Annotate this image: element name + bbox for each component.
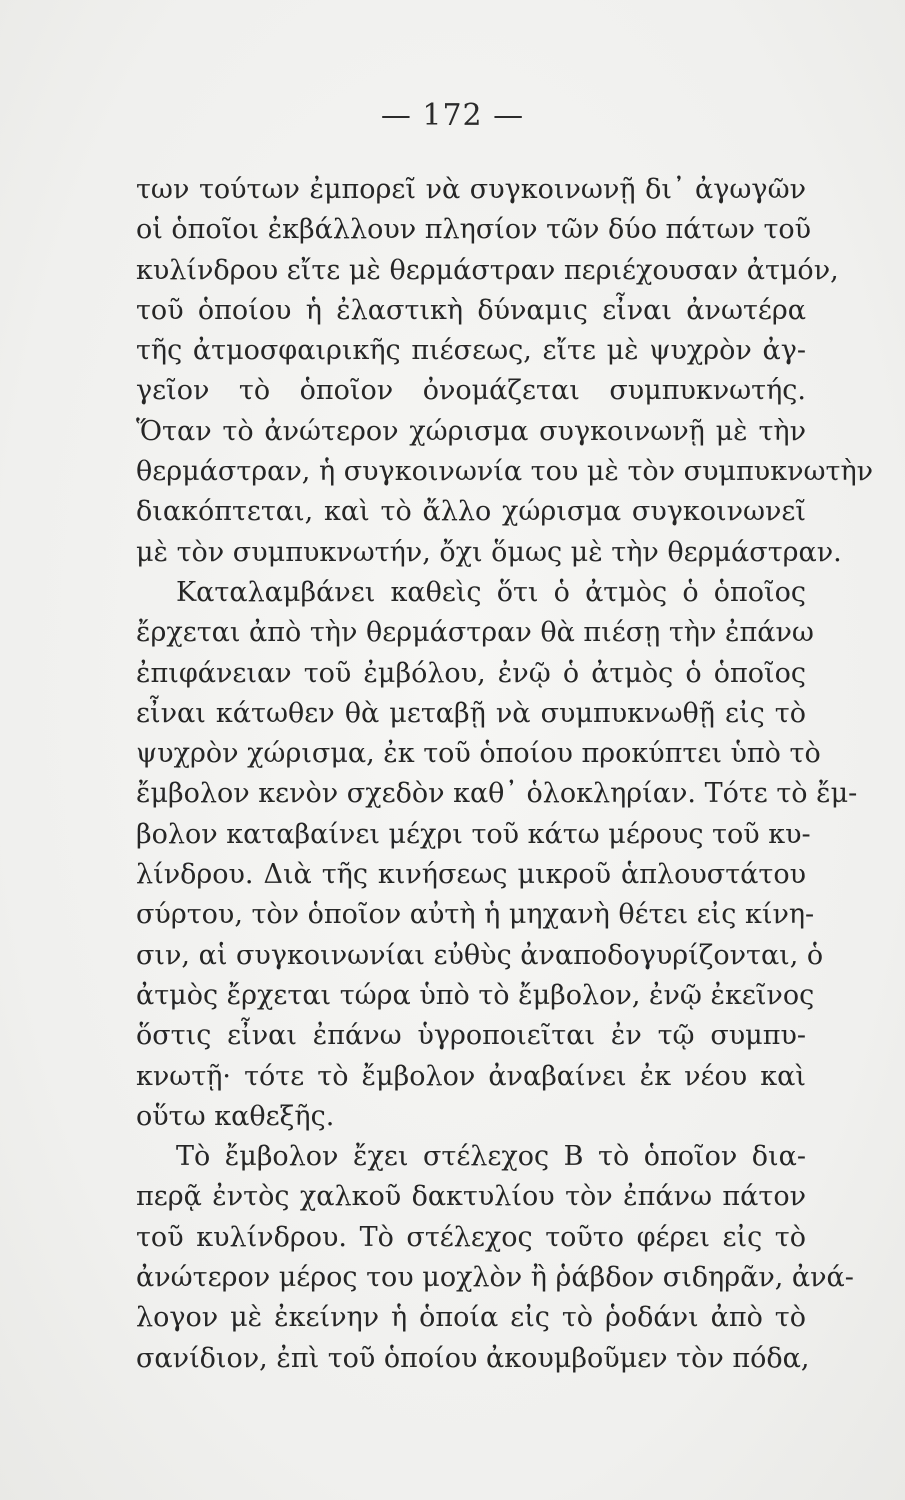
text-line: Ὅταν τὸ ἀνώτερον χώρισμα συγκοινωνῇ μὲ τὴν bbox=[136, 415, 806, 447]
text-line: των τούτων ἐμπορεῖ νὰ συγκοινωνῇ δι᾽ ἀγωγῶν bbox=[136, 174, 806, 205]
text-line: λογον μὲ ἐκείνην ἡ ὁποία εἰς τὸ ῥοδάνι ἀπὸ τὸ bbox=[136, 1302, 806, 1334]
text-line: σύρτου, τὸν ὁποῖον αὐτὴ ἡ μηχανὴ θέτει εἰς κίνη- bbox=[136, 899, 815, 931]
text-line: ἔρχεται ἀπὸ τὴν θερμάστραν θὰ πιέσῃ τὴν ἐπάνω bbox=[136, 617, 814, 649]
text-line: διακόπτεται, καὶ τὸ ἄλλο χώρισμα συγκοινωνεῖ bbox=[136, 496, 806, 528]
text-line: τῆς ἀτμοσφαιρικῆς πιέσεως, εἴτε μὲ ψυχρὸν ἀγ- bbox=[136, 335, 806, 367]
text-line: γεῖον τὸ ὁποῖον ὀνομάζεται συμπυκνωτής. bbox=[136, 375, 806, 407]
text-line: βολον καταβαίνει μέχρι τοῦ κάτω μέρους τοῦ κυ- bbox=[136, 818, 811, 850]
text-line: ἔμβολον κενὸν σχεδὸν καθ᾽ ὁλοκληρίαν. Τότε τὸ ἔμ- bbox=[136, 778, 858, 810]
text-line: σανίδιον, ἐπὶ τοῦ ὁποίου ἀκουμβοῦμεν τὸν πόδα, bbox=[136, 1342, 810, 1374]
text-line: περᾷ ἐντὸς χαλκοῦ δακτυλίου τὸν ἐπάνω πάτον bbox=[136, 1181, 806, 1213]
text-line: οὕτω καθεξῆς. bbox=[136, 1100, 335, 1132]
body-text bbox=[136, 170, 874, 1379]
text-line: ἐπιφάνειαν τοῦ ἐμβόλου, ἐνῷ ὁ ἀτμὸς ὁ ὁποῖος bbox=[136, 657, 806, 689]
text-line: κνωτῇ· τότε τὸ ἔμβολον ἀναβαίνει ἐκ νέου καὶ bbox=[136, 1060, 806, 1092]
text-line: ψυχρὸν χώρισμα, ἐκ τοῦ ὁποίου προκύπτει ὑπὸ τὸ bbox=[136, 738, 821, 770]
text-line: Καταλαμβάνει καθεὶς ὅτι ὁ ἀτμὸς ὁ ὁποῖος bbox=[176, 576, 806, 608]
text-line: εἶναι κάτωθεν θὰ μεταβῇ νὰ συμπυκνωθῇ εἰς τὸ bbox=[136, 697, 806, 729]
text-line: τοῦ κυλίνδρου. Τὸ στέλεχος τοῦτο φέρει εἰς τὸ bbox=[136, 1221, 806, 1253]
text-line: σιν, αἱ συγκοινωνίαι εὐθὺς ἀναποδογυρίζονται, ὁ bbox=[136, 939, 824, 971]
text-line: ἀνώτερον μέρος του μοχλὸν ἢ ῥάβδον σιδηρᾶν, ἀνά- bbox=[136, 1262, 854, 1294]
text-line: τοῦ ὁποίου ἡ ἐλαστικὴ δύναμις εἶναι ἀνωτέρα bbox=[136, 294, 806, 326]
text-line: μὲ τὸν συμπυκνωτήν, ὄχι ὅμως μὲ τὴν θερμάστραν. bbox=[136, 536, 842, 568]
text-line: κυλίνδρου εἴτε μὲ θερμάστραν περιέχουσαν ἀτμόν, bbox=[136, 254, 839, 286]
text-line: οἱ ὁποῖοι ἐκβάλλουν πλησίον τῶν δύο πάτων τοῦ bbox=[136, 214, 812, 246]
text-line: θερμάστραν, ἡ συγκοινωνία του μὲ τὸν συμπυκνωτὴν bbox=[136, 456, 874, 488]
text-line: ἀτμὸς ἔρχεται τώρα ὑπὸ τὸ ἔμβολον, ἐνῷ ἐκεῖνος bbox=[136, 979, 815, 1011]
text-line: λίνδρου. Διὰ τῆς κινήσεως μικροῦ ἁπλουστάτου bbox=[136, 859, 806, 891]
text-line: ὅστις εἶναι ἐπάνω ὑγροποιεῖται ἐν τῷ συμπυ- bbox=[136, 1020, 806, 1052]
page-number: — 172 — bbox=[380, 98, 525, 133]
text-line: Τὸ ἔμβολον ἔχει στέλεχος Β τὸ ὁποῖον δια- bbox=[176, 1141, 806, 1173]
